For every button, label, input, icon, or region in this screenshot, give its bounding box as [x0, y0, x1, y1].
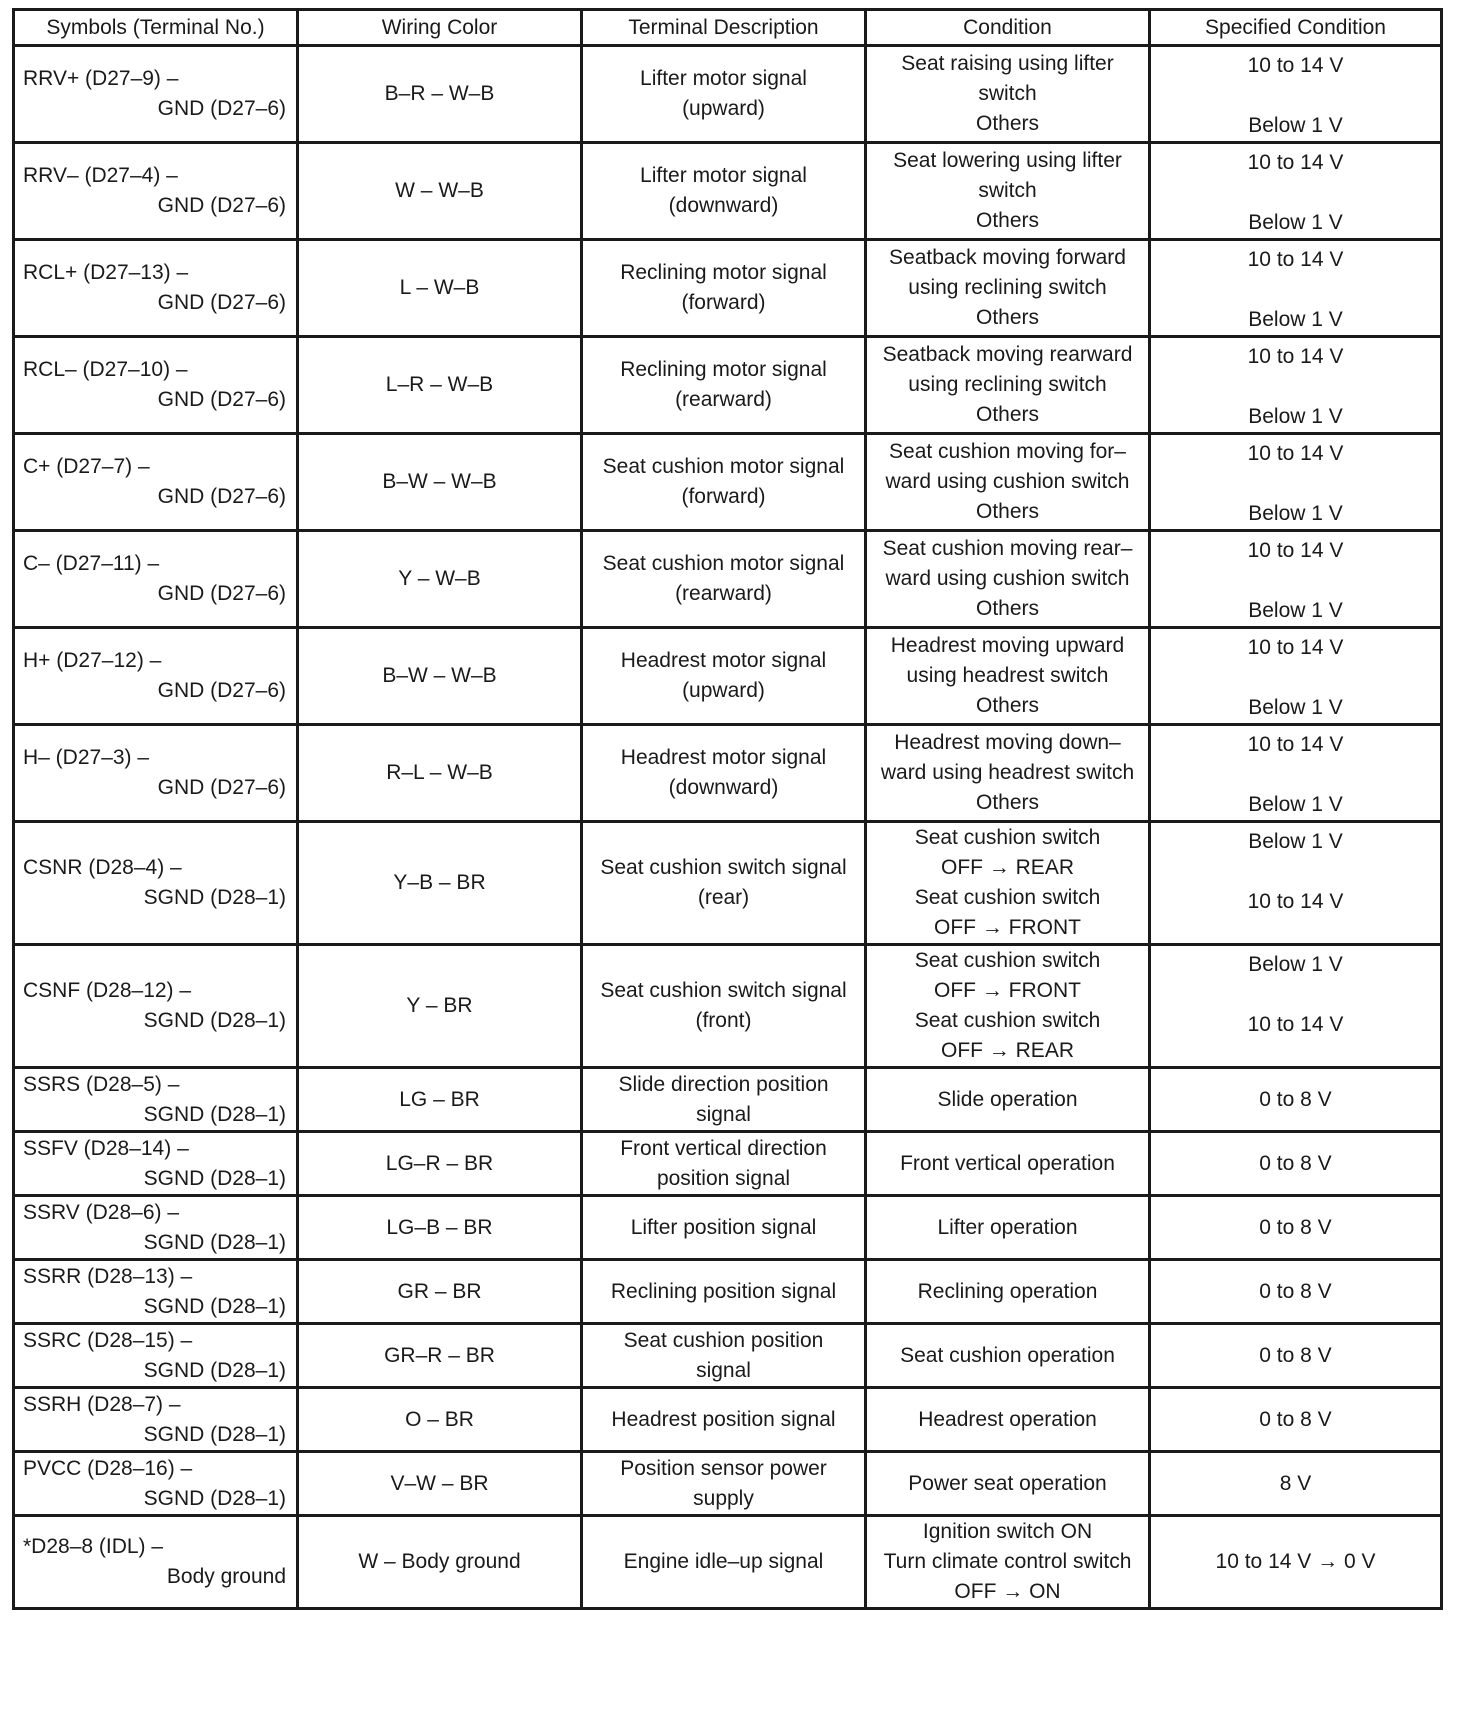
condition-cell [866, 1452, 1150, 1516]
specified-value: 0 to 8 V [1259, 1087, 1332, 1111]
terminal-description-cell [582, 725, 866, 822]
specified-condition-cell [1150, 434, 1442, 531]
condition-line: OFF → ON [954, 1580, 1061, 1603]
condition-line: using reclining switch [908, 373, 1107, 396]
symbol-ground: GND (D27–6) [157, 194, 286, 217]
specified-condition-cell [1150, 337, 1442, 434]
condition-line: Slide operation [937, 1087, 1078, 1111]
spacer [1159, 372, 1432, 402]
symbol-terminal: RRV+ (D27–9) – [23, 67, 179, 90]
condition-cell [866, 337, 1150, 434]
terminal-description-cell [582, 434, 866, 531]
specified-value: 0 to 8 V [1259, 1151, 1332, 1175]
header-terminal-description: Terminal Description [582, 10, 866, 46]
specified-value: 10 to 14 V [1247, 54, 1344, 77]
table-row [14, 1516, 1442, 1609]
spacer [1159, 178, 1432, 208]
symbol-ground: GND (D27–6) [157, 388, 286, 411]
symbol-terminal: CSNF (D28–12) – [23, 979, 192, 1002]
terminal-description-cell [582, 1324, 866, 1388]
condition-line: Others [975, 694, 1040, 717]
terminal-table [12, 8, 1443, 1610]
symbol-cell [14, 143, 298, 240]
wiring-color-cell: O – BR [298, 1388, 582, 1452]
symbol-cell [14, 1132, 298, 1196]
specified-value: 0 to 8 V [1259, 1407, 1332, 1431]
terminal-description-cell [582, 337, 866, 434]
description-line: (forward) [681, 485, 766, 508]
specified-condition-cell [1150, 822, 1442, 945]
condition-line: Others [975, 306, 1040, 329]
condition-line: Seat raising using lifter [901, 52, 1114, 75]
table-row [14, 240, 1442, 337]
specified-condition-cell [1150, 1388, 1442, 1452]
spacer [1159, 275, 1432, 305]
condition-cell [866, 1132, 1150, 1196]
terminal-inspection-sheet [12, 8, 1443, 1610]
condition-line: switch [978, 82, 1037, 105]
wiring-color-cell: Y – BR [298, 945, 582, 1068]
table-row [14, 628, 1442, 725]
symbol-cell [14, 945, 298, 1068]
symbol-terminal: C– (D27–11) – [23, 552, 160, 575]
description-line: Lifter motor signal [640, 164, 807, 187]
specified-condition-cell [1150, 945, 1442, 1068]
description-line: Slide direction position [618, 1072, 829, 1096]
wiring-color-cell: W – Body ground [298, 1516, 582, 1609]
symbol-cell [14, 46, 298, 143]
condition-line: Seat cushion switch [914, 826, 1101, 849]
specified-value: Below 1 V [1248, 211, 1343, 234]
condition-line: Others [975, 112, 1040, 135]
condition-line: ward using headrest switch [880, 761, 1135, 784]
condition-cell [866, 1196, 1150, 1260]
specified-value: Below 1 V [1248, 405, 1343, 428]
description-line: signal [696, 1102, 751, 1126]
symbol-cell [14, 628, 298, 725]
symbol-terminal: SSRC (D28–15) – [23, 1328, 193, 1352]
description-line: (downward) [668, 194, 779, 217]
specified-value: 10 to 14 V → 0 V [1215, 1550, 1376, 1573]
wiring-color-cell: L–R – W–B [298, 337, 582, 434]
terminal-description-cell [582, 945, 866, 1068]
table-row [14, 822, 1442, 945]
condition-cell [866, 1516, 1150, 1609]
header-row [14, 10, 1442, 46]
condition-cell [866, 1388, 1150, 1452]
condition-line: Seat cushion switch [914, 1009, 1101, 1032]
specified-value: 0 to 8 V [1259, 1215, 1332, 1239]
symbol-ground: SGND (D28–1) [143, 1358, 286, 1382]
description-line: supply [693, 1486, 754, 1510]
symbol-cell [14, 1388, 298, 1452]
table-row [14, 1068, 1442, 1132]
symbol-terminal: SSRH (D28–7) – [23, 1392, 181, 1416]
specified-value: 10 to 14 V [1247, 733, 1344, 756]
description-line: (rearward) [675, 388, 772, 411]
condition-line: ward using cushion switch [885, 470, 1130, 493]
specified-value: Below 1 V [1248, 830, 1343, 853]
table-row [14, 1452, 1442, 1516]
specified-condition-cell [1150, 1452, 1442, 1516]
terminal-description-cell [582, 1388, 866, 1452]
description-line: Headrest position signal [611, 1407, 836, 1431]
condition-line: Reclining operation [917, 1279, 1098, 1303]
symbol-ground: SGND (D28–1) [143, 1166, 286, 1190]
symbol-cell [14, 1068, 298, 1132]
condition-line: using reclining switch [908, 276, 1107, 299]
symbol-terminal: SSRR (D28–13) – [23, 1264, 193, 1288]
description-line: (rear) [697, 886, 750, 909]
wiring-color-cell: GR – BR [298, 1260, 582, 1324]
terminal-description-cell [582, 822, 866, 945]
symbol-cell [14, 725, 298, 822]
condition-line: switch [978, 179, 1037, 202]
terminal-description-cell [582, 1068, 866, 1132]
specified-value: 0 to 8 V [1259, 1279, 1332, 1303]
condition-cell [866, 1324, 1150, 1388]
description-line: (rearward) [675, 582, 772, 605]
description-line: Headrest motor signal [620, 649, 827, 672]
condition-line: Others [975, 791, 1040, 814]
terminal-description-cell [582, 1452, 866, 1516]
specified-value: Below 1 V [1248, 308, 1343, 331]
condition-cell [866, 1260, 1150, 1324]
condition-line: Turn climate control switch [883, 1550, 1132, 1573]
symbol-ground: Body ground [166, 1565, 286, 1588]
symbol-terminal: RRV– (D27–4) – [23, 164, 178, 187]
terminal-description-cell [582, 46, 866, 143]
description-line: Reclining motor signal [620, 261, 827, 284]
terminal-description-cell [582, 628, 866, 725]
condition-line: Seat cushion switch [914, 949, 1101, 972]
condition-cell [866, 822, 1150, 945]
symbol-cell [14, 1516, 298, 1609]
wiring-color-cell: Y–B – BR [298, 822, 582, 945]
symbol-cell [14, 531, 298, 628]
condition-line: Seat cushion moving rear– [882, 537, 1133, 560]
spacer [1159, 857, 1432, 887]
description-line: Seat cushion motor signal [602, 455, 845, 478]
table-row [14, 1260, 1442, 1324]
symbol-cell [14, 1196, 298, 1260]
symbol-ground: SGND (D28–1) [143, 1486, 286, 1510]
spacer [1159, 81, 1432, 111]
spacer [1159, 663, 1432, 693]
wiring-color-cell: LG–R – BR [298, 1132, 582, 1196]
symbol-terminal: H– (D27–3) – [23, 746, 150, 769]
condition-line: using headrest switch [906, 664, 1109, 687]
condition-line: OFF → REAR [940, 856, 1074, 879]
specified-condition-cell [1150, 531, 1442, 628]
table-row [14, 143, 1442, 240]
wiring-color-cell: W – W–B [298, 143, 582, 240]
condition-cell [866, 945, 1150, 1068]
condition-line: Headrest moving down– [894, 731, 1121, 754]
table-row [14, 1196, 1442, 1260]
condition-line: Others [975, 403, 1040, 426]
spacer [1159, 760, 1432, 790]
specified-condition-cell [1150, 1196, 1442, 1260]
terminal-description-cell [582, 1260, 866, 1324]
terminal-description-cell [582, 240, 866, 337]
symbol-terminal: *D28–8 (IDL) – [23, 1535, 164, 1558]
specified-value: 10 to 14 V [1247, 636, 1344, 659]
table-row [14, 1324, 1442, 1388]
terminal-description-cell [582, 1132, 866, 1196]
wiring-color-cell: GR–R – BR [298, 1324, 582, 1388]
specified-condition-cell [1150, 1516, 1442, 1609]
table-row [14, 1388, 1442, 1452]
wiring-color-cell: LG–B – BR [298, 1196, 582, 1260]
specified-value: 8 V [1279, 1471, 1312, 1495]
symbol-terminal: H+ (D27–12) – [23, 649, 162, 672]
symbol-terminal: SSRV (D28–6) – [23, 1200, 180, 1224]
specified-value: 10 to 14 V [1247, 1013, 1344, 1036]
table-row [14, 945, 1442, 1068]
table-body [14, 46, 1442, 1609]
terminal-description-cell [582, 531, 866, 628]
spacer [1159, 566, 1432, 596]
specified-value: 10 to 14 V [1247, 539, 1344, 562]
condition-cell [866, 46, 1150, 143]
condition-cell [866, 531, 1150, 628]
specified-value: 0 to 8 V [1259, 1343, 1332, 1367]
symbol-ground: SGND (D28–1) [143, 1422, 286, 1446]
terminal-description-cell [582, 1196, 866, 1260]
symbol-ground: SGND (D28–1) [143, 886, 286, 909]
specified-value: 10 to 14 V [1247, 442, 1344, 465]
symbol-cell [14, 434, 298, 531]
condition-line: Ignition switch ON [922, 1520, 1093, 1543]
condition-line: Others [975, 500, 1040, 523]
description-line: Seat cushion motor signal [602, 552, 845, 575]
condition-line: Others [975, 597, 1040, 620]
symbol-ground: SGND (D28–1) [143, 1009, 286, 1032]
condition-line: OFF → REAR [940, 1039, 1074, 1062]
symbol-ground: SGND (D28–1) [143, 1230, 286, 1254]
specified-condition-cell [1150, 1132, 1442, 1196]
header-specified-condition: Specified Condition [1150, 10, 1442, 46]
condition-line: Headrest moving upward [890, 634, 1125, 657]
description-line: (upward) [682, 97, 765, 120]
symbol-ground: GND (D27–6) [157, 485, 286, 508]
symbol-ground: GND (D27–6) [157, 291, 286, 314]
condition-line: Headrest operation [918, 1407, 1097, 1431]
specified-condition-cell [1150, 1260, 1442, 1324]
symbol-cell [14, 1452, 298, 1516]
condition-line: Seat cushion moving for– [889, 440, 1126, 463]
specified-condition-cell [1150, 143, 1442, 240]
condition-line: Front vertical operation [900, 1151, 1115, 1175]
specified-condition-cell [1150, 628, 1442, 725]
description-line: Lifter position signal [630, 1215, 817, 1239]
condition-line: Lifter operation [937, 1215, 1078, 1239]
symbol-ground: SGND (D28–1) [143, 1294, 286, 1318]
wiring-color-cell: LG – BR [298, 1068, 582, 1132]
table-row [14, 531, 1442, 628]
description-line: (downward) [668, 776, 779, 799]
condition-line: Others [975, 209, 1040, 232]
specified-value: 10 to 14 V [1247, 345, 1344, 368]
condition-cell [866, 725, 1150, 822]
specified-value: Below 1 V [1248, 599, 1343, 622]
symbol-ground: GND (D27–6) [157, 679, 286, 702]
symbol-terminal: SSFV (D28–14) – [23, 1136, 189, 1160]
spacer [1159, 469, 1432, 499]
specified-value: Below 1 V [1248, 793, 1343, 816]
wiring-color-cell: B–W – W–B [298, 628, 582, 725]
condition-line: Seat cushion switch [914, 886, 1101, 909]
description-line: Reclining motor signal [620, 358, 827, 381]
symbol-terminal: PVCC (D28–16) – [23, 1456, 193, 1480]
condition-line: OFF → FRONT [934, 979, 1081, 1002]
terminal-description-cell [582, 143, 866, 240]
condition-line: Seat lowering using lifter [893, 149, 1122, 172]
description-line: (front) [695, 1009, 752, 1032]
symbol-cell [14, 822, 298, 945]
symbol-ground: GND (D27–6) [157, 776, 286, 799]
wiring-color-cell: R–L – W–B [298, 725, 582, 822]
specified-condition-cell [1150, 46, 1442, 143]
description-line: position signal [656, 1166, 791, 1190]
description-line: Seat cushion switch signal [600, 979, 847, 1002]
condition-cell [866, 434, 1150, 531]
specified-value: 10 to 14 V [1247, 890, 1344, 913]
specified-value: 10 to 14 V [1247, 248, 1344, 271]
symbol-terminal: C+ (D27–7) – [23, 455, 150, 478]
wiring-color-cell: V–W – BR [298, 1452, 582, 1516]
specified-condition-cell [1150, 240, 1442, 337]
symbol-terminal: RCL+ (D27–13) – [23, 261, 189, 284]
condition-line: Seat cushion operation [900, 1343, 1115, 1367]
specified-condition-cell [1150, 725, 1442, 822]
condition-line: Power seat operation [908, 1471, 1107, 1495]
description-line: (upward) [682, 679, 765, 702]
specified-value: Below 1 V [1248, 114, 1343, 137]
condition-cell [866, 240, 1150, 337]
description-line: Engine idle–up signal [623, 1550, 824, 1573]
symbol-terminal: SSRS (D28–5) – [23, 1072, 180, 1096]
specified-condition-cell [1150, 1324, 1442, 1388]
description-line: signal [696, 1358, 751, 1382]
description-line: Position sensor power [620, 1456, 827, 1480]
description-line: Front vertical direction [620, 1136, 827, 1160]
symbol-ground: GND (D27–6) [157, 582, 286, 605]
description-line: (forward) [681, 291, 766, 314]
table-row [14, 725, 1442, 822]
table-row [14, 1132, 1442, 1196]
header-condition: Condition [866, 10, 1150, 46]
specified-value: Below 1 V [1248, 502, 1343, 525]
condition-line: OFF → FRONT [934, 916, 1081, 939]
condition-cell [866, 1068, 1150, 1132]
specified-value: Below 1 V [1248, 696, 1343, 719]
wiring-color-cell: L – W–B [298, 240, 582, 337]
spacer [1159, 980, 1432, 1010]
symbol-cell [14, 1260, 298, 1324]
description-line: Reclining position signal [610, 1279, 837, 1303]
condition-line: ward using cushion switch [885, 567, 1130, 590]
description-line: Headrest motor signal [620, 746, 827, 769]
description-line: Seat cushion switch signal [600, 856, 847, 879]
specified-value: Below 1 V [1248, 953, 1343, 976]
symbol-cell [14, 337, 298, 434]
header-symbols: Symbols (Terminal No.) [14, 10, 298, 46]
table-row [14, 46, 1442, 143]
description-line: Lifter motor signal [640, 67, 807, 90]
specified-value: 10 to 14 V [1247, 151, 1344, 174]
condition-line: Seatback moving rearward [882, 343, 1133, 366]
symbol-cell [14, 240, 298, 337]
symbol-ground: GND (D27–6) [157, 97, 286, 120]
wiring-color-cell: Y – W–B [298, 531, 582, 628]
symbol-terminal: RCL– (D27–10) – [23, 358, 188, 381]
specified-condition-cell [1150, 1068, 1442, 1132]
symbol-terminal: CSNR (D28–4) – [23, 856, 182, 879]
condition-cell [866, 628, 1150, 725]
table-row [14, 434, 1442, 531]
description-line: Seat cushion position [623, 1328, 824, 1352]
symbol-ground: SGND (D28–1) [143, 1102, 286, 1126]
wiring-color-cell: B–W – W–B [298, 434, 582, 531]
table-row [14, 337, 1442, 434]
symbol-cell [14, 1324, 298, 1388]
condition-line: Seatback moving forward [889, 246, 1126, 269]
condition-cell [866, 143, 1150, 240]
terminal-description-cell [582, 1516, 866, 1609]
wiring-color-cell: B–R – W–B [298, 46, 582, 143]
header-wiring-color: Wiring Color [298, 10, 582, 46]
